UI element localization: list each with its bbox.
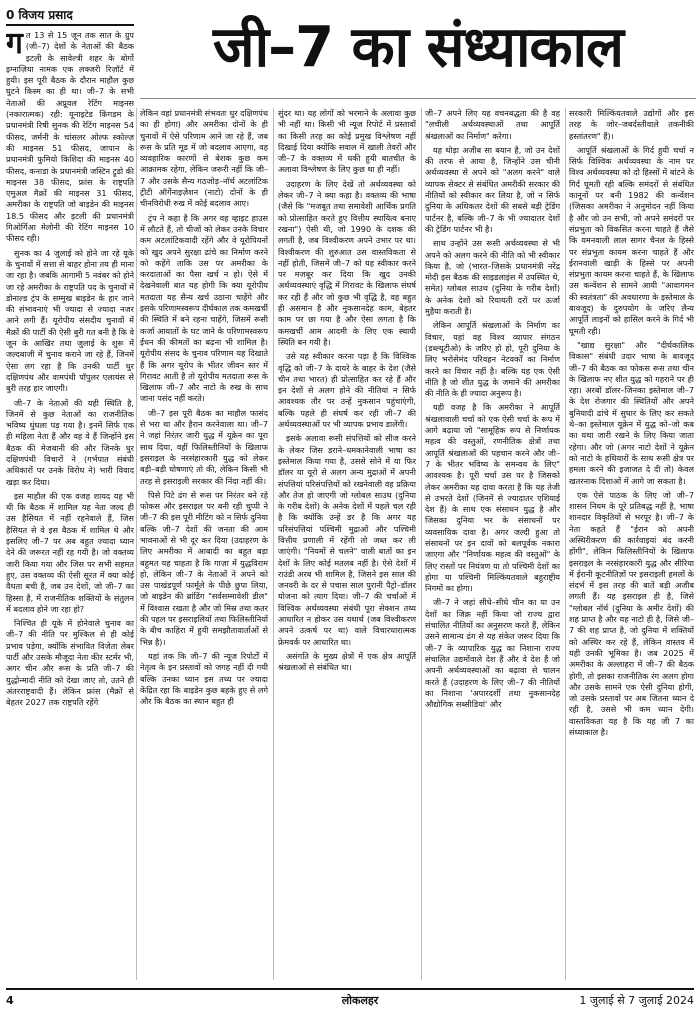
- article-paragraph: लेकिन आपूर्ति श्रंखलाओं के निर्माण का विचार, यहां वह विश्व व्यापार संगठन (डब्ल्यूटीओ) के जरिए हो हो, पूरी दुनिया के लिए भरोसेमंद परिवहन नेटवर्कों का निर्माण करने का विचार नहीं है। बल्कि यह एक ऐसी नीति है जो शीत युद्ध के जमाने की अमरीका की नीति के ही ज्यादा अनुरूप है।: [425, 320, 560, 399]
- article-paragraph: आपूर्ति श्रंखलाओं के गिर्द हुयी चर्चा न सिर्फ विश्विक अर्थव्यवस्था के नाम पर विश्व अर्थव्यवस्था को दो हिस्सों में बांटने के गिर्द घूमती रही बल्कि समंदरों से संबंधित कानूनों पर बनी 1982 की कन्वेंशन (जिसका अमरीका ने अनुमोदन नहीं किया है और जो उन सभी, जो अपने समंदरों पर संप्रभुता को विकसित करना चाहते हैं जैसे कि यमनवाली लाल सागर चैनल के हिस्से पर संप्रभुता कायम करना चाहते हैं और ईरानवाली खाड़ी के हिस्से पर अपनी संप्रभुता कायम करना चाहते हैं, के खिलाफ उस कन्वेंशन से सामने आयी "आवागमन की स्वतंत्रता" की अवधारणा के इस्तेमाल के बावजूद) के दुरुपयोग के जरिए लैन्य आपूर्ति लाइनों को हासिल करने के गिर्द भी घूमती रही।: [569, 144, 694, 336]
- article-paragraph: ट्रंप ने कहा है कि अगर वह व्हाइट हाउस में लौटते हैं, तो चीजों को लेकर उनके विचार कम अटलांटिकवादी रहेंगे और वे यूरोपियनों को खुद अपने सुरक्षा ढांचे का निर्माण करने को कहेंगे ताकि उस पर अमरीका के करदाताओं का पैसा खर्च न हो। ऐसे में देखनेवाली बात यह होगी कि क्या यूरोपीय मतदाता यह सैन्य खर्च उठाना चाहेंगे और इसके परिणामस्वरूप दीर्घकाल तक कमखर्ची की स्थिति में बने रहना चाहेंगे, जिसमें रूसी कर्जा आयातों के घट जाने के परिणामस्वरूप ईंधन की कीमतों का बढ़ना भी शामिल है। यूरोपीय संसद के चुनाव परिणाम यह दिखाते हैं कि अगर यूरोप के भीतर जीवन स्तर में गिरावट आती है तो यूरोपीय मतदाता रूस के खिलाफ जी–7 और नाटो के रुख के साथ जाना पसंद नहीं करते।: [140, 212, 268, 404]
- footer-rule: [6, 988, 694, 990]
- column-divider: [421, 108, 422, 980]
- article-column-3: [278, 108, 416, 982]
- byline: 0 विजय प्रसाद: [6, 6, 134, 26]
- publication-name: लोकलहर: [341, 994, 379, 1007]
- article-paragraph: असंगति के मुख्य क्षेत्रों में एक क्षेत्र आपूर्ति श्रंखलाओं से संबंधित था।: [278, 650, 416, 673]
- article-column-1: [6, 30, 134, 982]
- article-paragraph: पिसे पिटे ढंग से रूस पर निरंतर बने रहे फोकस और इसराइल पर बनी रही चुप्पी ने जी–7 की इस पूरी मीटिंग को न सिर्फ दुनिया बल्कि जी–7 देशों की जनता की आम भावनाओं से भी दूर कर दिया (उदाहरण के लिए अमरीका में आबादी का बहुत बड़ा बहुमत यह चाहता है कि गाज़ा में युद्धविराम हो, लेकिन जी–7 के नेताओं ने अपने को उस पाखंडपूर्ण फार्मूले के पीछे छुपा लिया, जो बाइडेन की ब्रांडिंग "सर्वसम्मावेशी डील" में विश्वास रखता है और जो मिस्र तथा कतर की पहल पर इसराइलियों तथा फिलिस्तीनियों के बीच काहिरा में हुयी समझौतावार्ताओं से भिन्न है)।: [140, 489, 268, 647]
- column-divider: [136, 108, 137, 980]
- page-number: 4: [6, 994, 14, 1007]
- article-paragraph: निश्चित ही यूके में होनेवाले चुनाव का जी–7 की नीति पर मुश्किल से ही कोई प्रभाव पड़ेगा, क्योंकि संभावित विजेता लेबर पार्टी और उसके मौजूदा नेता कीर स्टर्मर भी, अगर चीन और रूस के प्रति जी–7 की युद्धोन्मादी नीति को देखा जाए तो, उतने ही अंतरराष्ट्रवादी हैं। लेकिन फ्रांस (मैक्रों से बेहतर 2027 तक राष्ट्रपति रहेंगे: [6, 618, 134, 708]
- article-paragraph: उसे यह स्वीकार करना पड़ा है कि विश्विक वृद्धि को जी–7 के दायरे के बाहर के देश (जैसे चीन तथा भारत) ही प्रोत्साहित कर रहे हैं और इन देशों से अलग होने की नीतियां न सिर्फ आवश्यक तौर पर उन्हें नुकसान पहुंचाएंगी, बल्कि पहले ही संघर्ष कर रही जी–7 की अर्थव्यवस्थाओं पर भी व्यापक प्रभाव डालेंगी।: [278, 351, 416, 430]
- article-paragraph: इस माहौल की एक वजह शायद यह भी थी कि बैठक में शामिल यह नेता जल्द ही उस हैसियत में नहीं रहनेवाले हैं, जिस हैसियत से वे इस बैठक में शामिल थे और इसलिए जी–7 पर अब बहुत ज्यादा ध्यान देने की जरूरत नहीं रह गयी है। जो वक्तव्य जारी किया गया और जिस पर सभी सहमत हुए, उस वक्तव्य की ऐसी सूरत में क्या कोई वैधता बची है, जब उन देशों, जो जी–7 का हिस्सा है, में राजनीतिक शक्तियों के संतुलन में बदलाव होने जा रहा हो?: [6, 490, 134, 614]
- article-paragraph: साथ उन्होंने उस रूसी अर्थव्यवस्था से भी अपने को अलग करने की नीति को भी स्वीकार किया है, जो (भारत–जिसके प्रधानमंत्री नरेंद्र मोदी इस बैठक की साइडलाइंस में उपस्थित थे, समेत) ग्लोबल साउथ (दुनिया के गरीब देशों) के अनेक देशों को रियायती दरों पर ऊर्जा मुहैया कराती है।: [425, 238, 560, 317]
- article-paragraph: एक ऐसे पाठक के लिए जो जी–7 शासन नियम के पूरे प्रतिबद्ध नहीं है, भाषा शानदार विकृतियों से भरपूर है। जी–7 के नेता कहते हैं "ईरान को अपनी अस्थिरीकरण की कार्रवाइयां बंद करनी होंगी", लेकिन फिलिस्तीनियों के खिलाफ इसराइल के नरसंहारकारी युद्ध और सीरिया में ईरानी कूटनीतिज्ञों पर इसराइली हमलों के संदर्भ में इस तरह की बातें बड़ी अजीब लगती हैं। यह इसराइल ही है, जिसे "ग्लोबल नॉर्थ (दुनिया के अमीर देशों) की शह प्राप्त है और यह नाटो ही है, जिसे जी–7 की शह प्राप्त है, जो दुनिया में शक्तियों को अस्थिर कर रहे हैं, लेकिन वास्तव में यही उनकी भूमिका है। जब 2025 में अमरीका के अल्लाहरा में जी–7 की बैठक होगी, तो इसका राजनीतिक रंग अलग होगा और उसके सामने एक ऐसी दुनिया होगी, जो उसके प्रस्तावों पर अब जितना ध्यान दे रही है, उससे भी कम ध्यान देगी। वास्तविकता यह है कि यह जी 7 का संध्याकाल है।: [569, 489, 694, 738]
- article-column-2: [140, 108, 268, 982]
- column-divider: [273, 108, 274, 980]
- headline-rule: [140, 98, 696, 99]
- article-paragraph: जी–7 इस पूरी बैठक का माहौल फासंद से भरा था और हैरान करनेवाला था। जी–7 ने जहां निरंतर जारी युद्ध में यूक्रेन का पूरा साथ दिया, वहीं फिलिस्तीनियों के खिलाफ इसराइल के नरसंहारकारी युद्ध को लेकर बड़ी–बड़ी घोषणाएं तो की, लेकिन किसी भी तरह से इसराइली सरकार की निंदा नहीं की।: [140, 407, 268, 486]
- article-paragraph: यहां तक कि जी–7 की न्यूज रिपोर्टों में नेतृत्व के इन प्रस्तावों को जगह नहीं दी गयी बल्कि उनका ध्यान इस तथ्य पर ज्यादा केंद्रित रहा कि बाइडेन कुछ बहके हुए से लगे और कि बैठक का स्थान बहुत ही: [140, 650, 268, 707]
- article-paragraph: लेकिन वहां प्रधानमंत्री संभवतः धुर दक्षिणपंथ का ही होगा) और अमरीका दोनों के ही चुनावों में ऐसे परिणाम आने जा रहे हैं, जब रूस के प्रति मूड में जो बदलाव आएगा, वह व्यवहारिक कारणों से बेशक कुछ कम आक्रामक रहेगा, लेकिन जरूरी नहीं कि जी–7 और उसके सैन्य गठजोड़–नॉर्थ अटलांटिक ट्रीटी ऑर्गेनाइज़ेशन (नाटो) दोनों के ही चीनविरोधी रुख में कोई बदलाव आए।: [140, 108, 268, 209]
- issue-date: 1 जुलाई से 7 जुलाई 2024: [579, 994, 694, 1007]
- column-divider: [565, 108, 566, 980]
- article-column-5: [569, 108, 694, 982]
- article-paragraph: यही वजह है कि अमरीका ने आपूर्ति श्रंखलावाली चर्चा को एक ऐसी चर्चा के रूप में आगे बढ़ाया जो "सामूहिक रूप से निर्णायक महत्व की वस्तुओं, रणनीतिक क्षेत्रों तथा आपूर्ति श्रंखलाओं की पहचान करने और जी–7 के भीतर भविष्य के समन्वय के लिए" आवश्यक है। पूरी चर्चा उस पर है जिसको लेकर अमरीका यह दावा करता है कि यह तेजी से उभरते देशों (जिनमें से ज्यादातर एशियाई देश हैं) के साथ एक संसाधन युद्ध है और जिसका दुनिया भर के संसाधनों पर व्यवसायिक दावा है। अगर जल्दी हुआ तो संसाधनों पर इन दावों को बलपूर्वक नकारा जाएगा और "निर्णायक महत्व की वस्तुओं" के लिए रास्तों पर नियंत्रण या तो पश्चिमी देशों का होगा या पश्चिमी मिल्किंयतवाले बहुराष्ट्रीय निगमों का होगा।: [425, 402, 560, 594]
- article-paragraph: यह थोड़ा अजीब सा बयान है, जो उन देशों की तरफ से आया है, जिन्होंने उस चीनी अर्थव्यवस्था से अपने को "अलग करने" वाले व्यापक सेक्टर से संबंधित अमरीकी सरकार की नीतियों को स्वीकार कर लिया है, जो न सिर्फ दुनिया के अधिकतर देशों की सबसे बड़ी ट्रेडिंग पार्टनर है, बल्कि जी–7 के भी ज्यादातर देशों की ट्रेडिंग पार्टनर भी है।: [425, 144, 560, 234]
- headline: जी–7 का संध्याकाल: [213, 15, 623, 80]
- article-paragraph: जी–7 ने जहां सीधे–सीधे चीन का या उन देशों का जिक्र नहीं किया जो राज्य द्वारा संचालित नीतियों का अनुसरण करते हैं, लेकिन उसने सामान्य ढंग से यह संकेत जरूर दिया कि जी–7 के व्यापारिक युद्ध का निशाना राज्य संचालित उद्यमोंवाले देश हैं और वे देश हैं जो अपनी अर्थव्यवस्थाओं का बढ़ावा से चालन करते हैं (उदाहरण के लिए जी–7 की नीतियों का निशाना 'अपारदर्शी तथा नुकसानदेह औद्योगिक सब्सीडियां' और: [425, 597, 560, 710]
- article-paragraph: जी–7 अपने लिए यह वचनबद्धता की है वह "लचीली अर्थव्यवस्थाओं तथा आपूर्ति श्रंखलाओं का निर्माण" करेगा।: [425, 108, 560, 141]
- article-paragraph: सुंदर था। यह लोगों को भरमाने के अलावा कुछ भी नहीं था। किसी भी न्यूज रिपोर्ट में प्रस्तावों का किसी तरह का कोई प्रमुख विश्लेषण नहीं दिखाई दिया क्योंकि सवाल में खाली तेवरों और जी–7 के वक्तव्य में धकी हुयी बातचीत के अलावा विश्लेषण के लिए कुछ था ही नहीं।: [278, 108, 416, 175]
- article-paragraph: सरकारी मिल्किंयतवाले उद्योगों और इस तरह के जोर–जबर्दस्तीवाले तकनीकी हस्तांतरण" हैं)।: [569, 108, 694, 141]
- article-column-4: [425, 108, 560, 982]
- article-paragraph: "खाद्य सुरक्षा" और "दीर्घकालिक विकास" संबंधी उदार भाषा के बावजूद जी–7 की बैठक का फोकस रूस तथा चीन के खिलाफ नए शीत युद्ध को गहराने पर ही रहा। अरबों डॉलर–जिनका इस्तेमाल जी–7 के देश रोजगार की स्थितियों और अपने बुनियादी ढांचे में सुधार के लिए कर सकते थे–का इस्तेमाल यूक्रेन में युद्ध को–जो कब का यथा जारी रखने के लिए किया जाता रहेगा। और जो (अगर नाटो देशों ने यूक्रेन को नाटो के हथियारों के साथ रूसी क्षेत्र पर हमला करने की इजाजत दे दी तो) केवल खतरनाक दिशाओं में आगे जा सकता है।: [569, 339, 694, 486]
- article-paragraph: इसके अलावा रूसी संपत्तियों को सीज करने के लेकर जिस डराने–धमकानेवाली भाषा का इस्तेमाल किया गया है, उससे सोने में या फिर डॉलर या यूरो से अलग अन्य मुद्राओं में अपनी संपत्तियां परिसंपत्तियों को रखनेवाली वह प्रक्रिया और तेज हो जाएगी जो ग्लोबल साउथ (दुनिया के गरीब देशों) के अनेक देशों में पहले चल रही है कि क्योंकि उन्हें डर है कि अगर यह परिसंपत्तियां पश्चिमी मुद्राओं और पश्चिमी वित्तीय प्रणाली में रहेंगी तो जब्त कर ली जाएंगी। "नियमों से चलने" वाली बातों का इन देशों के लिए कोई मतलब नहीं है। ऐसे देशों में राउंडी अरब भी शामिल है, जिसने इस साल की जनवरी के दर से पचास साल पुरानी पैट्रो–डॉलर योजना को त्याग दिया। जी–7 की चर्चाओं में विश्विक अर्थव्यवस्था संबंधी पूरा सेक्शन तथ्य आधारित न होकर उस यथार्थ (जब विश्वीकरण अपने उत्कर्ष पर था) वाले विचारधारात्मक फ्रेमवर्क पर आधारित था।: [278, 433, 416, 647]
- article-paragraph-text: त 13 से 15 जून तक सात के ग्रुप (जी–7) देशों के नेताओं की बैठक इटली के सावेल्त्री शहर के बोर्गो इग्नाज़िया नामक एक लक्जरी रिज़ॉर्ट में हुयी। इस पूरी बैठक के दौरान माहौल कुछ घुटने किस्म का ही था। जी–7 के सभी नेताओं की अप्रूवल रेटिंग माइनस (नकारात्मक) रही: यूनाइटेड किंगडम के प्रधानमंत्री रिषी सुनक की रेटिंग माइनस 54 फीसद, जर्मनी के चांसलर ओल्फ स्कोल्ज़ की माइनस 51 फीसद, जापान के प्रधानमंत्री फुमियो किशिदा की माइनस 40 फीसद, कनाडा के प्रधानमंत्री जस्टिन ट्रूडो की माइनस 38 फीसद, फ्रांस के राष्ट्रपति एमुअल मैक्रों की माइनस 31 फीसद, अमरीका के राष्ट्रपति जो बाइडेन की माइनस 18.5 फीसद और इटली की प्रधानमंत्री गिओर्गिआ मेलोनी की रेटिंग माइनस 10 फीसद रही।: [6, 30, 134, 244]
- article-paragraph: जी–7 के नेताओं की यही स्थिति है, जिनमें से कुछ नेताओं का राजनीतिक भविष्य धुंधला पड़ गया है। इनमें सिर्फ एक ही महिला नेता हैं और वह वे हैं जिन्होंने इस बैठक की मेजबानी की और जिनके धुर दक्षिणपंथी विचारों ने (गर्भपात संबंधी अधिकारों पर उनके विरोध ने) भारी विवाद खड़ा कर दिया।: [6, 397, 134, 487]
- article-paragraph: उदाहरण के लिए देखें तो अर्थव्यवस्था को लेकर जी–7 ने क्या कहा है। वक्तव्य की भाषा (जैसे कि "मजबूत तथा समावेशी आर्थिक प्रगति को प्रोत्साहित करते हुए वित्तीय स्थायित्व बनाए रखना") ऐसी थी, जो 1990 के दशक की लगती है, जब विश्वीकरण अपने उभार पर था। विश्वीकरण की शुरुआत उस वास्तविकता से नहीं होती, जिसमें जी–7 को यह स्वीकार करने पर मजबूर कर दिया कि खुद उनकी अर्थव्यवस्थाएं वृद्धि में गिरावट के खिलाफ संघर्ष कर रही हैं और जो कुछ भी वृद्धि है, वह बहुत ही असमान है और नुकसानदेह काम, बेहतर काम पर छा गया है और ऐसा लगता है कि कमखर्ची आम आदमी के लिए एक स्थायी स्थिति बन गयी है।: [278, 178, 416, 347]
- article-paragraph: [6, 30, 134, 245]
- article-paragraph: सुनक का 4 जुलाई को होने जा रहे यूके के चुनावों में सत्ता से बाहर होना तय ही माना जा रहा है। जबकि आगामी 5 नवंबर को होने जा रहे अमरीका के राष्ट्रपति पद के चुनावों में डोनाल्ड ट्रंप के सम्मुख बाइडेन के हार जाने की संभावनाएं भी ज्यादा से ज्यादा नजर आने लगी हैं। यूरोपीय संसदीय चुनावों में मैक्रों की पार्टी की ऐसी बुरी गत बनी है कि वे जून के आखिर तथा जुलाई के शुरू में जल्दबाजी में चुनाव कराने जा रहे हैं, जिनमें ऐसा लग रहा है कि उनकी पार्टी धुर दक्षिणपंथ और वामपंथी पॉपुलर एलायंस से बुरी तरह हार जाएगी।: [6, 247, 134, 394]
- dropcap: ग: [6, 30, 23, 61]
